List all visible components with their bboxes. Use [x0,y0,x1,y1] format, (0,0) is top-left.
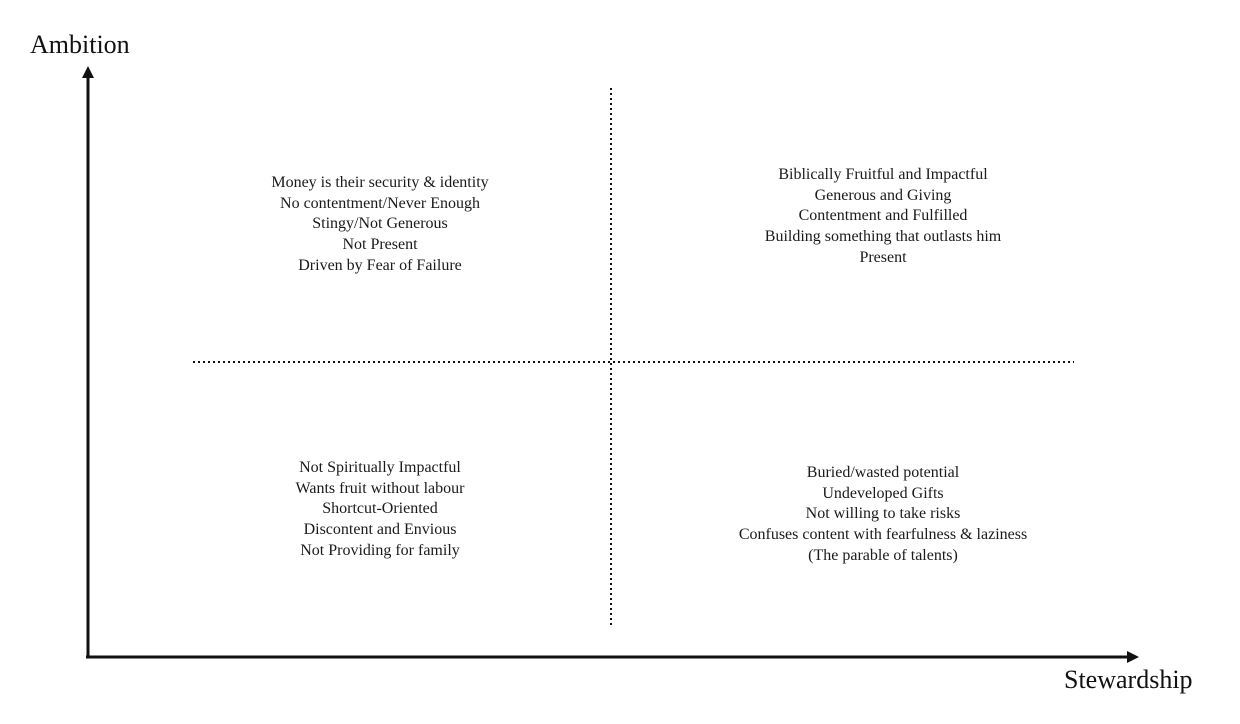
quadrant-line: Money is their security & identity [271,174,489,191]
quadrant-line: Stingy/Not Generous [312,215,448,233]
quadrant-line: Biblically Fruitful and Impactful [778,166,988,183]
quadrant-line: Present [859,248,907,266]
y-axis-arrowhead [82,66,94,78]
x-axis-label: Stewardship [1064,665,1193,694]
quadrant-line: Discontent and Envious [303,521,457,539]
quadrant-line: Shortcut-Oriented [322,500,438,518]
quadrant-line: Not willing to take risks [805,505,961,523]
quadrant-line: (The parable of talents) [808,546,958,564]
quadrant-line: Driven by Fear of Failure [298,256,462,274]
y-axis-label: Ambition [30,30,130,59]
quadrant-line: Not Spiritually Impactful [299,459,461,476]
x-axis-arrowhead [1127,651,1139,663]
quadrant-bottom-left [170,458,590,562]
quadrant-top-right [673,165,1093,269]
quadrant-line: Buried/wasted potential [806,464,960,481]
quadrant-line: Contentment and Fulfilled [798,207,968,225]
quadrant-line: Not Present [342,236,418,254]
quadrant-line: No contentment/Never Enough [280,194,480,212]
quadrant-line: Building something that outlasts him [764,228,1002,246]
quadrant-line: Undeveloped Gifts [822,484,944,502]
quadrant-bottom-right [673,463,1093,567]
quadrant-line: Generous and Giving [814,186,952,204]
quadrant-line: Confuses content with fearfulness & laziness [738,526,1028,544]
quadrant-line: Wants fruit without labour [295,479,465,497]
quadrant-line: Not Providing for family [300,541,460,559]
quadrant-top-left [170,173,590,277]
